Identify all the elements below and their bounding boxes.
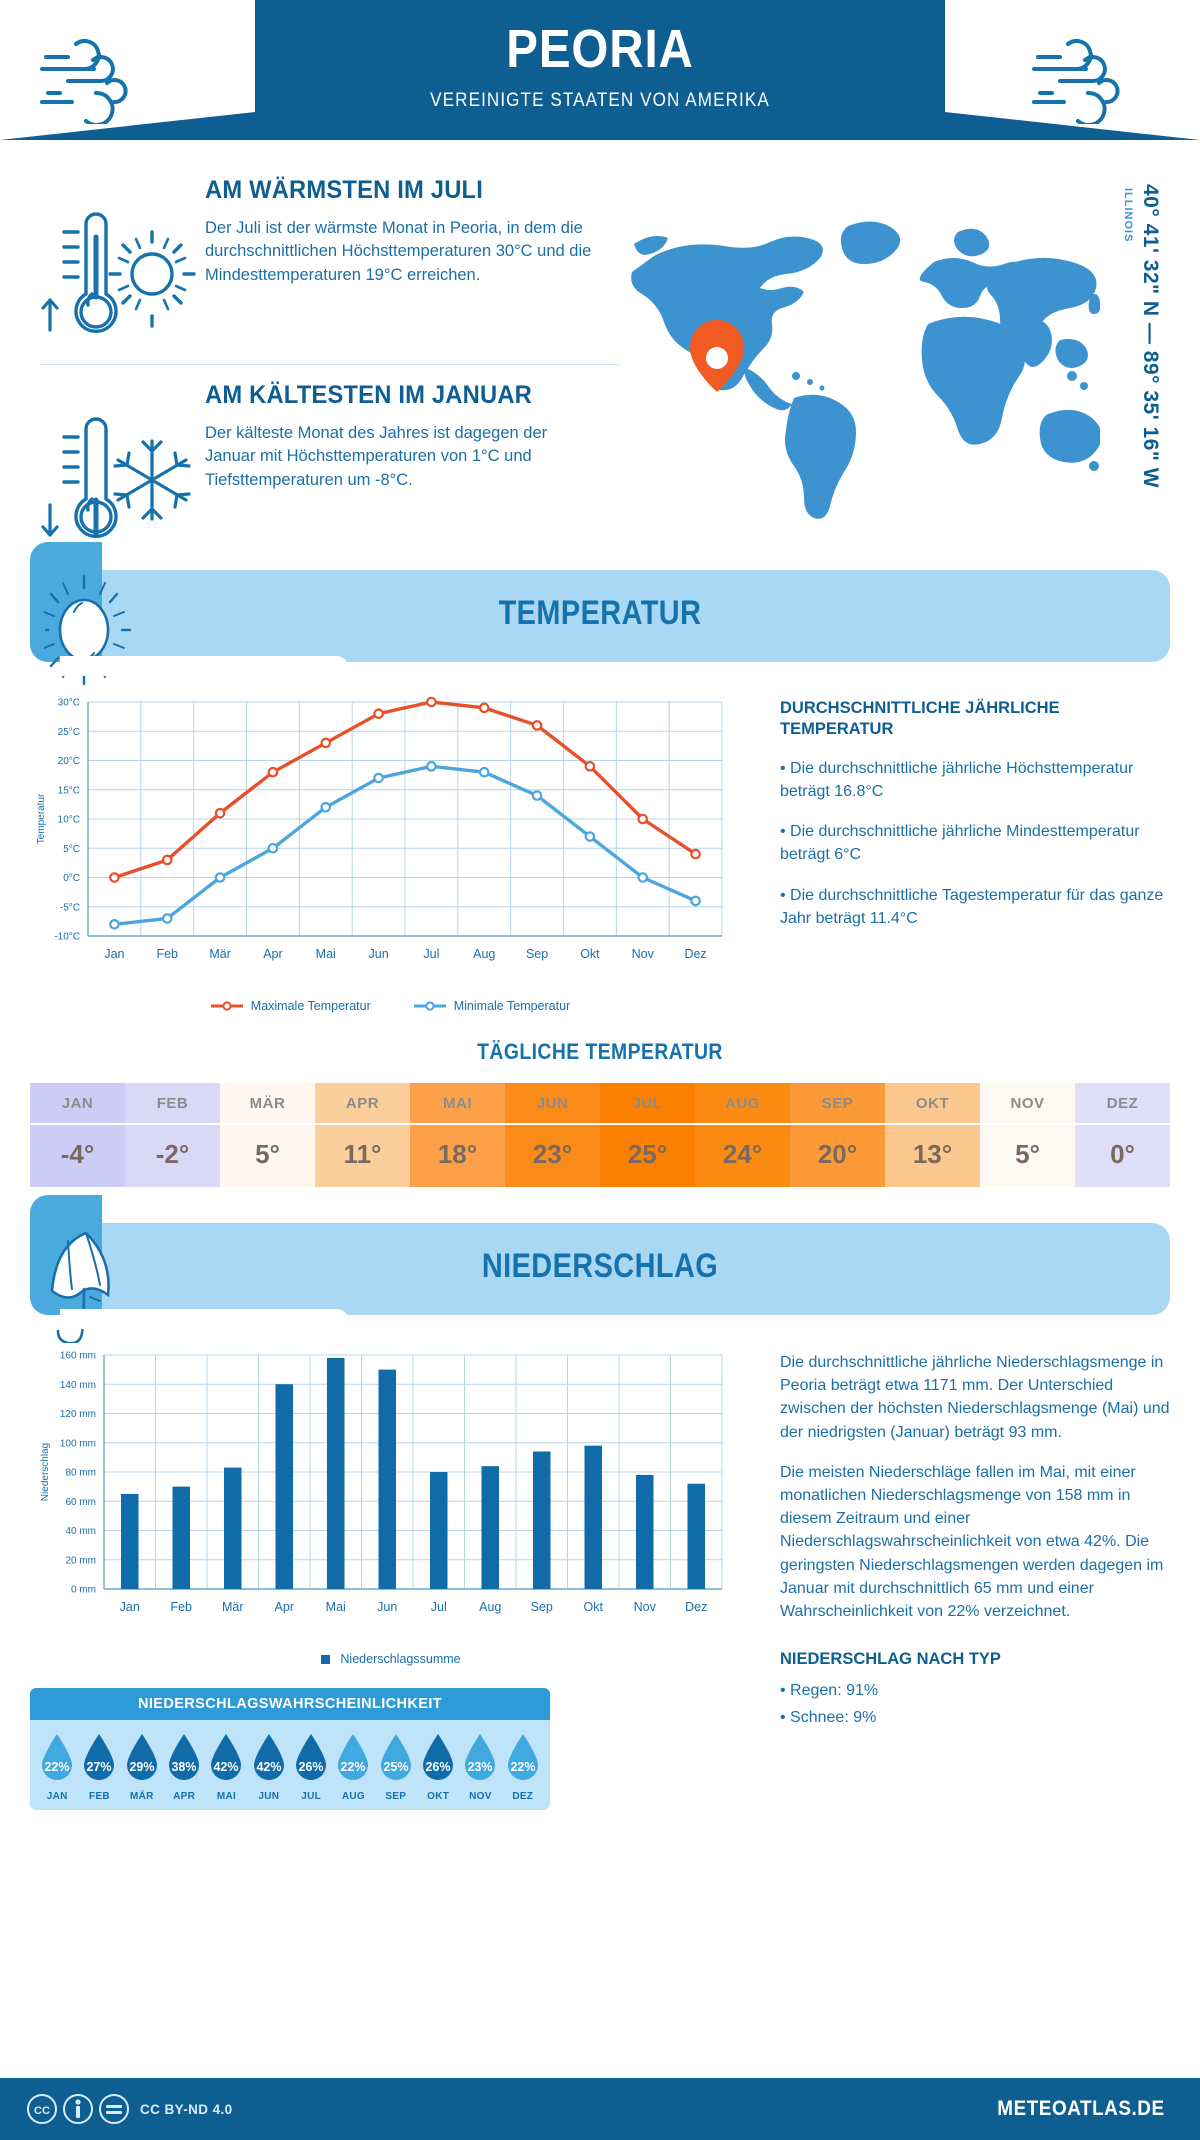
water-drop-icon xyxy=(80,1732,118,1784)
precipitation-banner xyxy=(30,1223,1170,1315)
svg-text:25%: 25% xyxy=(383,1760,409,1774)
svg-text:20 mm: 20 mm xyxy=(65,1555,96,1567)
precipitation-probability-month: FEB xyxy=(89,1791,110,1802)
daily-temp-value: 11° xyxy=(343,1139,382,1169)
svg-text:Mär: Mär xyxy=(221,1600,244,1614)
precipitation-probability-drop xyxy=(121,1732,163,1802)
svg-text:80 mm: 80 mm xyxy=(65,1467,96,1479)
daily-temp-month: DEZ xyxy=(1075,1083,1170,1125)
precipitation-paragraph: Die meisten Niederschläge fallen im Mai, mit einer monatlichen Niederschlagsmenge von 158 mm in diesem Zeitraum und einer Niederschlagswahrscheinlichkeit von etwa 42%. Die geringsten Niederschlagsmengen werden dagegen im Januar mit durchschnittlich 65 mm und einer Wahrscheinlichkeit von 22% verzeichnet. xyxy=(780,1463,1164,1620)
svg-text:Aug: Aug xyxy=(473,947,496,961)
water-drop-icon xyxy=(461,1732,499,1784)
legend-label-precip: Niederschlagssumme xyxy=(340,1652,461,1666)
water-drop-icon xyxy=(504,1732,542,1784)
svg-text:26%: 26% xyxy=(298,1760,324,1774)
page-footer xyxy=(0,2078,1200,2140)
svg-text:Jun: Jun xyxy=(377,1600,398,1614)
header-titles xyxy=(0,0,1200,112)
svg-text:Aug: Aug xyxy=(479,1600,502,1614)
daily-temp-cell xyxy=(505,1083,600,1187)
daily-temp-month: NOV xyxy=(980,1083,1075,1125)
svg-text:Apr: Apr xyxy=(274,1600,294,1614)
precipitation-summary xyxy=(750,1341,1170,1810)
coldest-month-fact xyxy=(40,381,620,551)
daily-temp-value: 13° xyxy=(912,1139,953,1169)
thermometer-snowflake-icons xyxy=(40,407,200,557)
svg-text:Feb: Feb xyxy=(156,947,179,961)
precipitation-type-bullet: • Schnee: 9% xyxy=(780,1708,877,1726)
svg-text:26%: 26% xyxy=(425,1760,451,1774)
svg-text:Jul: Jul xyxy=(430,1600,447,1614)
svg-text:100 mm: 100 mm xyxy=(59,1438,96,1450)
state-label: ILLINOIS xyxy=(1122,188,1134,243)
daily-temp-cell xyxy=(220,1083,315,1187)
svg-text:Dez: Dez xyxy=(684,947,707,961)
svg-text:Okt: Okt xyxy=(580,947,600,961)
precipitation-paragraph: Die durchschnittliche jährliche Niederschlagsmenge in Peoria beträgt etwa 1171 mm. Der Unterschied zwischen der höchsten Niederschlagsmenge (Mai) und der niedrigsten (Januar) beträgt 93 mm. xyxy=(780,1354,1170,1441)
water-drop-icon xyxy=(165,1732,203,1784)
water-drop-icon xyxy=(292,1732,330,1784)
precipitation-chart xyxy=(30,1341,750,1810)
daily-temperature-table xyxy=(30,1083,1170,1187)
svg-text:0°C: 0°C xyxy=(63,873,80,884)
daily-temp-month: APR xyxy=(315,1083,410,1125)
precipitation-probability-month: MAI xyxy=(216,1791,237,1802)
svg-text:Mai: Mai xyxy=(315,947,336,961)
precipitation-probability-drop xyxy=(248,1732,290,1802)
svg-text:Jun: Jun xyxy=(368,947,389,961)
precipitation-probability-month: JUL xyxy=(301,1791,322,1802)
precipitation-probability-drop xyxy=(502,1732,544,1802)
temperature-banner xyxy=(30,570,1170,662)
daily-temp-cell xyxy=(1075,1083,1170,1187)
water-drop-icon xyxy=(250,1732,288,1784)
intro-section xyxy=(0,140,1200,570)
daily-temp-value: 20° xyxy=(817,1139,858,1169)
svg-text:Jan: Jan xyxy=(119,1600,140,1614)
precipitation-probability-drop xyxy=(78,1732,120,1802)
daily-temp-cell xyxy=(125,1083,220,1187)
svg-text:20°C: 20°C xyxy=(57,756,80,767)
svg-text:Apr: Apr xyxy=(263,947,283,961)
precipitation-chart-legend xyxy=(30,1652,750,1666)
thermometer-sun-icons xyxy=(40,202,200,352)
cc-icon xyxy=(26,2092,130,2126)
svg-text:22%: 22% xyxy=(340,1760,366,1774)
water-drop-icon xyxy=(123,1732,161,1784)
coordinates-label: 40° 41' 32" N — 89° 35' 16" W xyxy=(1139,184,1162,489)
svg-text:42%: 42% xyxy=(213,1760,239,1774)
precipitation-probability-drop xyxy=(205,1732,247,1802)
precipitation-probability-month: MÄR xyxy=(129,1791,154,1802)
precipitation-probability-month: JUN xyxy=(258,1791,280,1802)
svg-text:22%: 22% xyxy=(44,1760,70,1774)
water-drop-icon xyxy=(377,1732,415,1784)
svg-text:Feb: Feb xyxy=(170,1600,193,1614)
license-label: CC BY-ND 4.0 xyxy=(140,2101,233,2117)
location-map-panel xyxy=(620,170,1180,540)
svg-text:Jan: Jan xyxy=(104,947,125,961)
warmest-month-text: Der Juli ist der wärmste Monat in Peoria, in dem die durchschnittlichen Höchsttemperaturen 30°C und die Mindesttemperaturen 19°C erreichen. xyxy=(205,219,592,284)
daily-temp-cell xyxy=(600,1083,695,1187)
daily-temp-month: OKT xyxy=(885,1083,980,1125)
page-title: PEORIA xyxy=(506,19,694,79)
legend-label-max: Maximale Temperatur xyxy=(250,999,371,1013)
daily-temp-cell xyxy=(885,1083,980,1187)
water-drop-icon xyxy=(38,1732,76,1784)
legend-item-min xyxy=(413,999,570,1013)
precipitation-probability-month: APR xyxy=(173,1791,196,1802)
water-drop-icon xyxy=(334,1732,372,1784)
temperature-bullet: • Die durchschnittliche jährliche Mindesttemperatur beträgt 6°C xyxy=(780,823,1140,864)
precipitation-banner-title: NIEDERSCHLAG xyxy=(481,1247,719,1285)
svg-text:Temperatur: Temperatur xyxy=(36,793,47,845)
svg-text:30°C: 30°C xyxy=(57,697,80,709)
daily-temp-month: SEP xyxy=(790,1083,885,1125)
daily-temp-month: MÄR xyxy=(220,1083,315,1125)
svg-text:Dez: Dez xyxy=(685,1600,708,1614)
precipitation-probability-drops xyxy=(30,1720,550,1810)
svg-text:Mär: Mär xyxy=(209,947,231,961)
daily-temperature-title: TÄGLICHE TEMPERATUR xyxy=(477,1039,723,1064)
daily-temp-value: -4° xyxy=(60,1139,95,1169)
svg-text:Okt: Okt xyxy=(583,1600,603,1614)
daily-temp-cell xyxy=(315,1083,410,1187)
daily-temp-value: 24° xyxy=(722,1139,763,1169)
precipitation-probability-drop xyxy=(459,1732,501,1802)
svg-text:23%: 23% xyxy=(467,1760,493,1774)
daily-temp-value: 0° xyxy=(1110,1139,1135,1169)
precipitation-type-heading: NIEDERSCHLAG NACH TYP xyxy=(780,1650,1001,1669)
daily-temp-cell xyxy=(410,1083,505,1187)
svg-text:Mai: Mai xyxy=(325,1600,346,1614)
precipitation-probability-drop xyxy=(375,1732,417,1802)
svg-text:Niederschlag: Niederschlag xyxy=(40,1442,51,1502)
svg-text:42%: 42% xyxy=(256,1760,282,1774)
precipitation-probability-month: SEP xyxy=(385,1791,407,1802)
temperature-bullet: • Die durchschnittliche jährliche Höchsttemperatur beträgt 16.8°C xyxy=(780,759,1134,801)
daily-temp-month: JUN xyxy=(505,1083,600,1125)
temperature-banner-title: TEMPERATUR xyxy=(498,594,702,632)
svg-text:60 mm: 60 mm xyxy=(65,1496,96,1508)
page-header xyxy=(0,0,1200,140)
daily-temp-cell xyxy=(980,1083,1075,1187)
daily-temp-month: JUL xyxy=(600,1083,695,1125)
water-drop-icon xyxy=(207,1732,245,1784)
temperature-summary xyxy=(750,688,1170,1013)
svg-text:22%: 22% xyxy=(510,1760,536,1774)
precipitation-probability-drop xyxy=(417,1732,459,1802)
precipitation-type-bullet: • Regen: 91% xyxy=(780,1681,879,1699)
country-subtitle: VEREINIGTE STAATEN VON AMERIKA xyxy=(430,90,770,111)
temperature-bullet: • Die durchschnittliche Tagestemperatur für das ganze Jahr beträgt 11.4°C xyxy=(780,886,1164,927)
precipitation-probability-month: JAN xyxy=(46,1791,68,1802)
temperature-chart-legend xyxy=(30,999,750,1013)
water-drop-icon xyxy=(419,1732,457,1784)
precipitation-probability-drop xyxy=(163,1732,205,1802)
svg-text:120 mm: 120 mm xyxy=(59,1409,96,1420)
precipitation-probability-drop xyxy=(36,1732,78,1802)
daily-temp-month: AUG xyxy=(695,1083,790,1125)
svg-text:38%: 38% xyxy=(171,1760,197,1774)
svg-text:160 mm: 160 mm xyxy=(59,1350,96,1362)
svg-text:140 mm: 140 mm xyxy=(59,1379,96,1391)
world-map xyxy=(620,200,1100,520)
precipitation-probability-month: OKT xyxy=(427,1791,450,1802)
precipitation-probability-drop xyxy=(332,1732,374,1802)
svg-text:29%: 29% xyxy=(129,1760,155,1774)
svg-text:CC: CC xyxy=(34,2105,50,2117)
daily-temp-value: 23° xyxy=(532,1139,573,1169)
daily-temp-value: 18° xyxy=(437,1139,478,1169)
svg-text:-5°C: -5°C xyxy=(59,902,80,914)
svg-text:0 mm: 0 mm xyxy=(71,1584,96,1596)
svg-text:Nov: Nov xyxy=(633,1600,656,1614)
precipitation-chart-row xyxy=(0,1315,1200,1810)
temperature-chart xyxy=(30,688,750,1013)
precipitation-probability-drop xyxy=(290,1732,332,1802)
legend-item-precip xyxy=(319,1652,460,1666)
precipitation-probability-month: DEZ xyxy=(512,1791,534,1802)
daily-temp-value: -2° xyxy=(155,1139,190,1169)
daily-temp-cell xyxy=(30,1083,125,1187)
svg-text:10°C: 10°C xyxy=(57,814,80,826)
daily-temp-cell xyxy=(790,1083,885,1187)
svg-text:40 mm: 40 mm xyxy=(65,1526,96,1537)
svg-text:5°C: 5°C xyxy=(63,843,80,855)
precipitation-probability-month: AUG xyxy=(341,1791,366,1802)
daily-temp-month: FEB xyxy=(125,1083,220,1125)
coldest-month-text: Der kälteste Monat des Jahres ist dagegen der Januar mit Höchsttemperaturen von 1°C und Tiefsttemperaturen um -8°C. xyxy=(205,424,548,489)
coldest-month-title: AM KÄLTESTEN IM JANUAR xyxy=(205,381,533,409)
daily-temp-value: 5° xyxy=(255,1139,280,1169)
daily-temp-cell xyxy=(695,1083,790,1187)
temperature-chart-row xyxy=(0,662,1200,1013)
daily-temp-value: 5° xyxy=(1015,1139,1040,1169)
svg-text:27%: 27% xyxy=(86,1760,112,1774)
svg-text:Sep: Sep xyxy=(525,947,549,961)
svg-text:15°C: 15°C xyxy=(57,785,80,797)
temperature-summary-heading: DURCHSCHNITTLICHE JÄHRLICHE TEMPERATUR xyxy=(780,699,1060,739)
svg-text:Nov: Nov xyxy=(631,947,654,961)
svg-text:Jul: Jul xyxy=(423,947,440,961)
legend-label-min: Minimale Temperatur xyxy=(453,999,571,1013)
warmest-month-fact xyxy=(40,176,620,346)
precipitation-probability-panel xyxy=(30,1688,550,1810)
brand-label: METEOATLAS.DE xyxy=(997,2097,1165,2120)
daily-temp-month: MAI xyxy=(410,1083,505,1125)
daily-temp-month: JAN xyxy=(30,1083,125,1125)
svg-text:Sep: Sep xyxy=(530,1600,553,1614)
warmest-month-title: AM WÄRMSTEN IM JULI xyxy=(205,176,484,204)
fact-divider xyxy=(40,364,620,365)
daily-temp-value: 25° xyxy=(627,1139,668,1169)
precipitation-probability-month: NOV xyxy=(469,1791,492,1802)
svg-text:-10°C: -10°C xyxy=(54,931,80,943)
climate-facts xyxy=(40,176,620,569)
legend-item-max xyxy=(210,999,371,1013)
precipitation-probability-title: NIEDERSCHLAGSWAHRSCHEINLICHKEIT xyxy=(30,1688,550,1720)
svg-text:25°C: 25°C xyxy=(57,726,80,738)
